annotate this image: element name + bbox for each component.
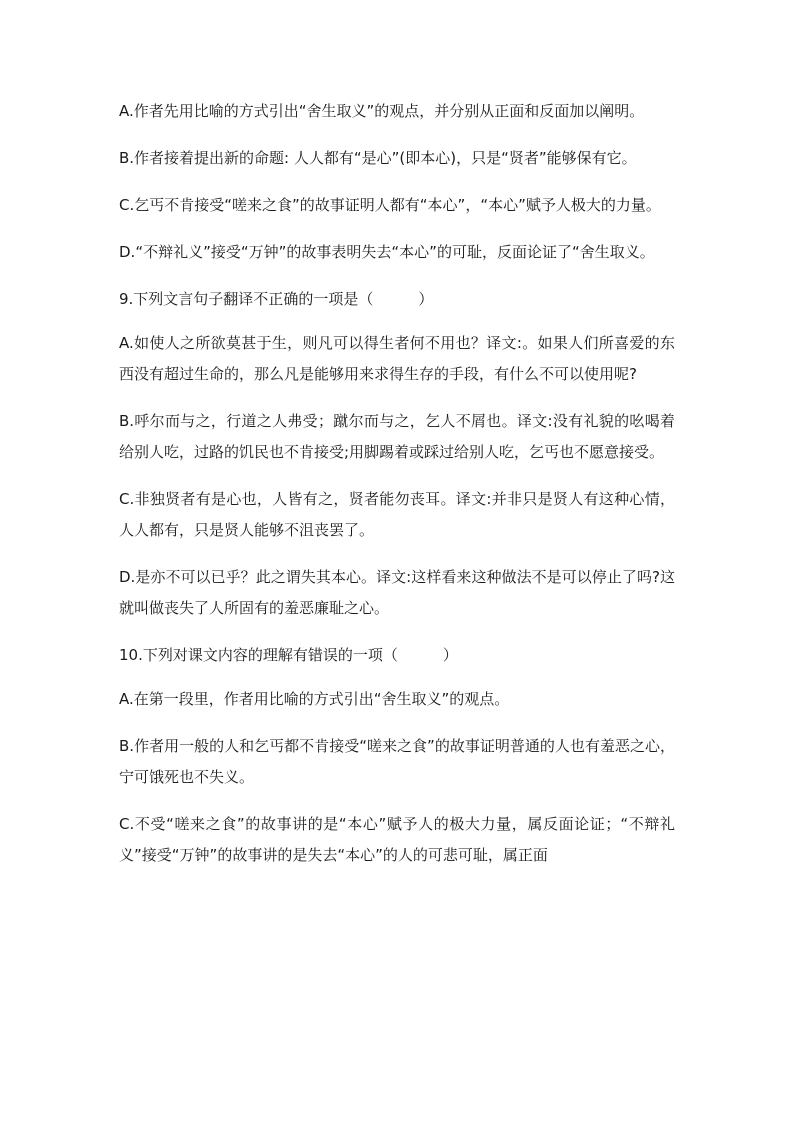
option-c-q8: C.乞丐不肯接受“嗟来之食”的故事证明人都有“本心”，“本心”赋予人极大的力量。	[119, 196, 661, 214]
option-a-q8: A.作者先用比喻的方式引出“舍生取义”的观点，并分别从正面和反面加以阐明。	[119, 102, 645, 120]
question-10: 10.下列对课文内容的理解有错误的一项（ ）	[119, 646, 458, 664]
option-a-q10: A.在第一段里，作者用比喻的方式引出“舍生取义”的观点。	[119, 690, 510, 708]
option-d-q8: D.“不辩礼义”接受“万钟”的故事表明失去“本心”的可耻，反面论证了“舍生取义。	[119, 243, 655, 261]
question-9: 9.下列文言句子翻译不正确的一项是（ ）	[119, 290, 434, 308]
option-b-q10: B.作者用一般的人和乞丐都不肯接受“嗟来之食”的故事证明普通的人也有羞恶之心，宁可饿死也不失义。	[119, 737, 675, 786]
option-c-q9: C.非独贤者有是心也，人皆有之，贤者能勿丧耳。译文:并非只是贤人有这种心情，人人都有，只是贤人能够不沮丧罢了。	[119, 490, 675, 539]
option-d-q9: D.是亦不可以已乎？此之谓失其本心。译文:这样看来这种做法不是可以停止了吗?这就叫做丧失了人所固有的羞恶廉耻之心。	[119, 568, 675, 617]
option-b-q8: B.作者接着提出新的命题: 人人都有“是心”(即本心)，只是“贤者”能够保有它。	[119, 149, 637, 167]
option-a-q9: A.如使人之所欲莫甚于生，则凡可以得生者何不用也？译文:。如果人们所喜爱的东西没有超过生命的，那么凡是能够用来求得生存的手段，有什么不可以使用呢?	[119, 334, 675, 383]
option-b-q9: B.呼尔而与之，行道之人弗受；蹴尔而与之，乞人不屑也。译文:没有礼貌的吆喝着给别人吃，过路的饥民也不肯接受;用脚踢着或踩过给别人吃，乞丐也不愿意接受。	[119, 412, 675, 461]
option-c-q10: C.不受“嗟来之食”的故事讲的是“本心”赋予人的极大力量，属反面论证；“不辩礼义”接受“万钟”的故事讲的是失去“本心”的人的可悲可耻，属正面	[119, 815, 675, 864]
document-page	[119, 96, 675, 887]
